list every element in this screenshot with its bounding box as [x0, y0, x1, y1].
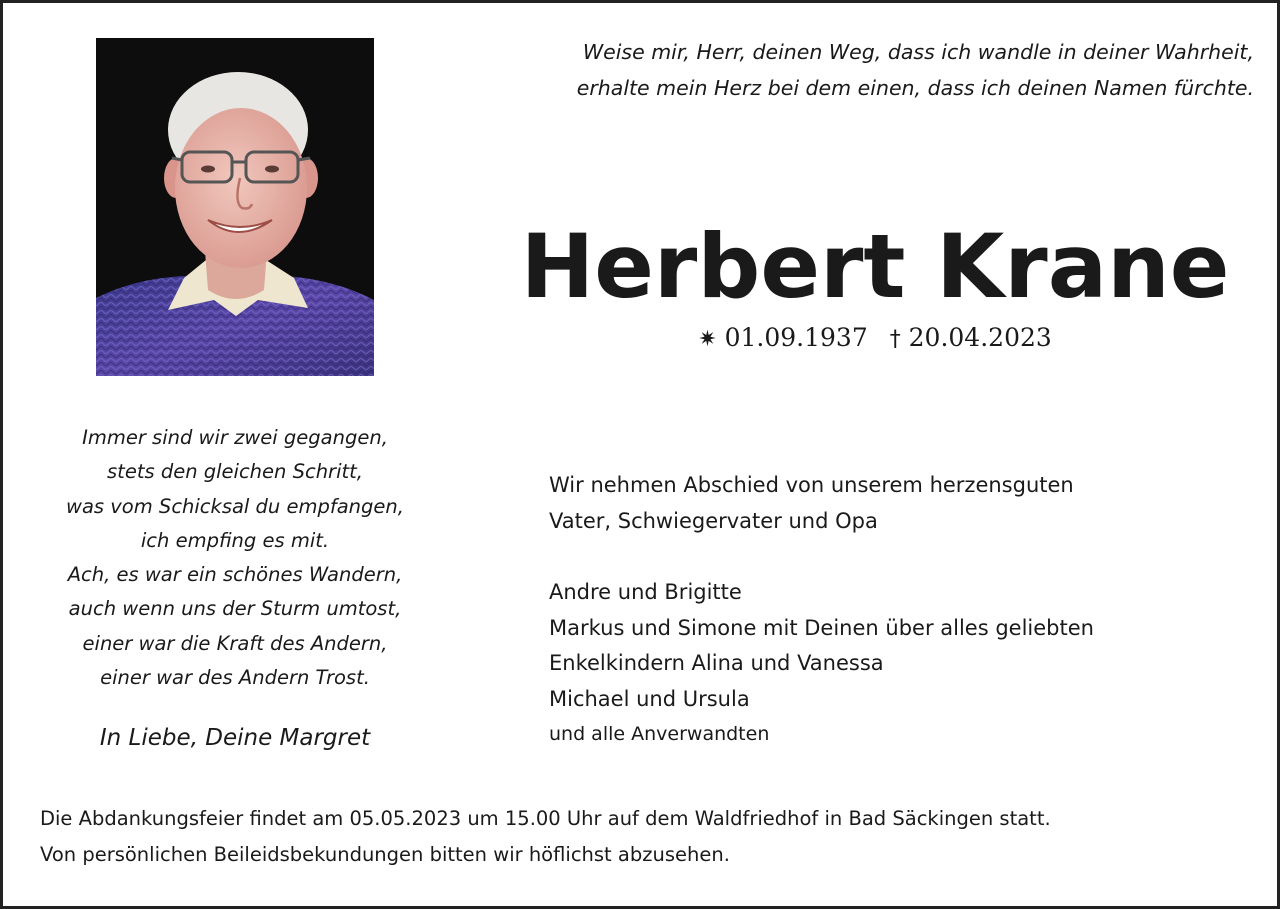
mourner-entry: Markus und Simone mit Deinen über alles geliebten	[549, 615, 1094, 640]
poem-line: was vom Schicksal du empfangen,	[66, 494, 404, 518]
mourner-entry: Enkelkindern Alina und Vanessa	[549, 651, 884, 675]
birth-star-icon: ✷	[698, 327, 717, 352]
poem-line: Immer sind wir zwei gegangen,	[82, 426, 388, 449]
signature: In Liebe, Deine Margret	[99, 725, 371, 751]
birth-date: 01.09.1937	[724, 323, 868, 352]
bible-verse-line: erhalte mein Herz bei dem einen, dass ich deinen Namen fürchte.	[576, 76, 1254, 100]
ceremony-line: Die Abdankungsfeier findet am 05.05.2023 um 15.00 Uhr auf dem Waldfriedhof in Bad Säckingen statt.	[40, 807, 1051, 830]
poem-line: auch wenn uns der Sturm umtost,	[68, 597, 402, 621]
mourner-entry: Michael und Ursula	[549, 686, 750, 711]
bible-verse	[460, 34, 1254, 106]
farewell-line: Wir nehmen Abschied von unserem herzensguten	[549, 473, 1074, 497]
death-cross-icon: †	[889, 327, 901, 352]
mourner-entry: und alle Anverwandten	[549, 723, 770, 745]
ceremony-notice	[40, 801, 1051, 873]
poem-line: Ach, es war ein schönes Wandern,	[67, 563, 403, 587]
farewell-line: Vater, Schwiegervater und Opa	[549, 509, 878, 533]
poem-line: ich empfing es mit.	[140, 528, 330, 552]
poem-line: stets den gleichen Schritt,	[107, 460, 363, 484]
bible-verse-line: Weise mir, Herr, deinen Weg, dass ich wandle in deiner Wahrheit,	[582, 40, 1254, 64]
deceased-name: Herbert Krane	[520, 215, 1230, 318]
life-dates	[520, 320, 1230, 358]
mourners-list	[549, 575, 1094, 753]
poem-line: einer war des Andern Trost.	[100, 666, 370, 690]
death-date: 20.04.2023	[908, 323, 1052, 352]
poem-line: einer war die Kraft des Andern,	[82, 631, 388, 655]
portrait-photo	[96, 38, 374, 376]
mourner-entry: Andre und Brigitte	[549, 580, 742, 604]
farewell-text	[549, 467, 1074, 539]
memorial-poem	[20, 421, 450, 695]
ceremony-line: Von persönlichen Beileidsbekundungen bitten wir höflichst abzusehen.	[40, 843, 730, 866]
